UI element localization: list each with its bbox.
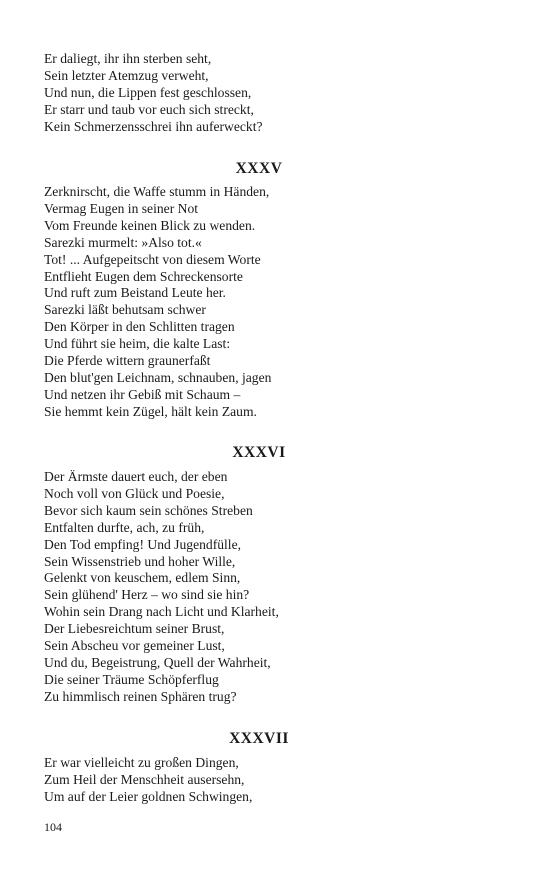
verse-line: Sein letzter Atemzug verweht, xyxy=(44,67,209,83)
verse-line: Gelenkt von keuschem, edlem Sinn, xyxy=(44,570,241,586)
verse-line: Er starr und taub vor euch sich streckt, xyxy=(44,101,254,117)
verse-line: Er war vielleicht zu großen Dingen, xyxy=(44,755,239,770)
stanza-heading: XXXVII xyxy=(229,730,289,747)
verse-line: Er daliegt, ihr ihn sterben seht, xyxy=(44,51,212,66)
verse-line: Die Pferde wittern graunerfaßt xyxy=(44,353,211,369)
verse-line: Zu himmlisch reinen Sphären trug? xyxy=(44,688,237,704)
stanza-continued xyxy=(44,51,514,136)
stanza-heading: XXXV xyxy=(235,160,283,177)
verse-line: Sarezki murmelt: »Also tot.« xyxy=(44,234,202,250)
verse-line: Tot! ... Aufgepeitscht von diesem Worte xyxy=(44,251,261,267)
verse-line: Sein Abscheu vor gemeiner Lust, xyxy=(44,638,225,654)
verse-line: Um auf der Leier goldnen Schwingen, xyxy=(44,788,253,804)
verse-line: Und ruft zum Beistand Leute her. xyxy=(44,285,226,301)
verse-line: Zerknirscht, die Waffe stumm in Händen, xyxy=(44,184,270,199)
verse-line: Und netzen ihr Gebiß mit Schaum – xyxy=(44,386,241,402)
verse-line: Der Ärmste dauert euch, der eben xyxy=(44,469,228,484)
verse-line: Den blut'gen Leichnam, schnauben, jagen xyxy=(44,369,272,385)
stanza-heading: XXXVI xyxy=(232,444,286,461)
verse-line: Wohin sein Drang nach Licht und Klarheit, xyxy=(44,604,279,620)
verse-line: Die seiner Träume Schöpferflug xyxy=(44,671,219,687)
verse-line: Sie hemmt kein Zügel, hält kein Zaum. xyxy=(44,403,257,419)
verse-line: Den Tod empfing! Und Jugendfülle, xyxy=(44,536,242,552)
verse-line: Vom Freunde keinen Blick zu wenden. xyxy=(44,217,256,233)
verse-line: Der Liebesreichtum seiner Brust, xyxy=(44,621,225,637)
verse-line: Sein Wissenstrieb und hoher Wille, xyxy=(44,553,236,569)
verse-line: Kein Schmerzensschrei ihn auferweckt? xyxy=(44,118,263,134)
stanza-xxxvi xyxy=(44,469,514,706)
verse-line: Sein glühend' Herz – wo sind sie hin? xyxy=(44,587,250,603)
stanza-xxxvii xyxy=(44,755,514,806)
verse-line: Entfalten durfte, ach, zu früh, xyxy=(44,519,205,535)
page-number: 104 xyxy=(44,820,62,834)
verse-line: Und nun, die Lippen fest geschlossen, xyxy=(44,84,252,100)
stanza-xxxv xyxy=(44,184,514,421)
verse-line: Den Körper in den Schlitten tragen xyxy=(44,319,235,335)
verse-line: Vermag Eugen in seiner Not xyxy=(44,200,199,216)
verse-line: Bevor sich kaum sein schönes Streben xyxy=(44,502,253,518)
verse-line: Zum Heil der Menschheit ausersehn, xyxy=(44,771,245,787)
verse-line: Und du, Begeistrung, Quell der Wahrheit, xyxy=(44,654,271,670)
verse-line: Sarezki läßt behutsam schwer xyxy=(44,302,206,318)
verse-line: Entflieht Eugen dem Schreckensorte xyxy=(44,268,243,284)
verse-line: Noch voll von Glück und Poesie, xyxy=(44,485,225,501)
verse-line: Und führt sie heim, die kalte Last: xyxy=(44,336,231,352)
